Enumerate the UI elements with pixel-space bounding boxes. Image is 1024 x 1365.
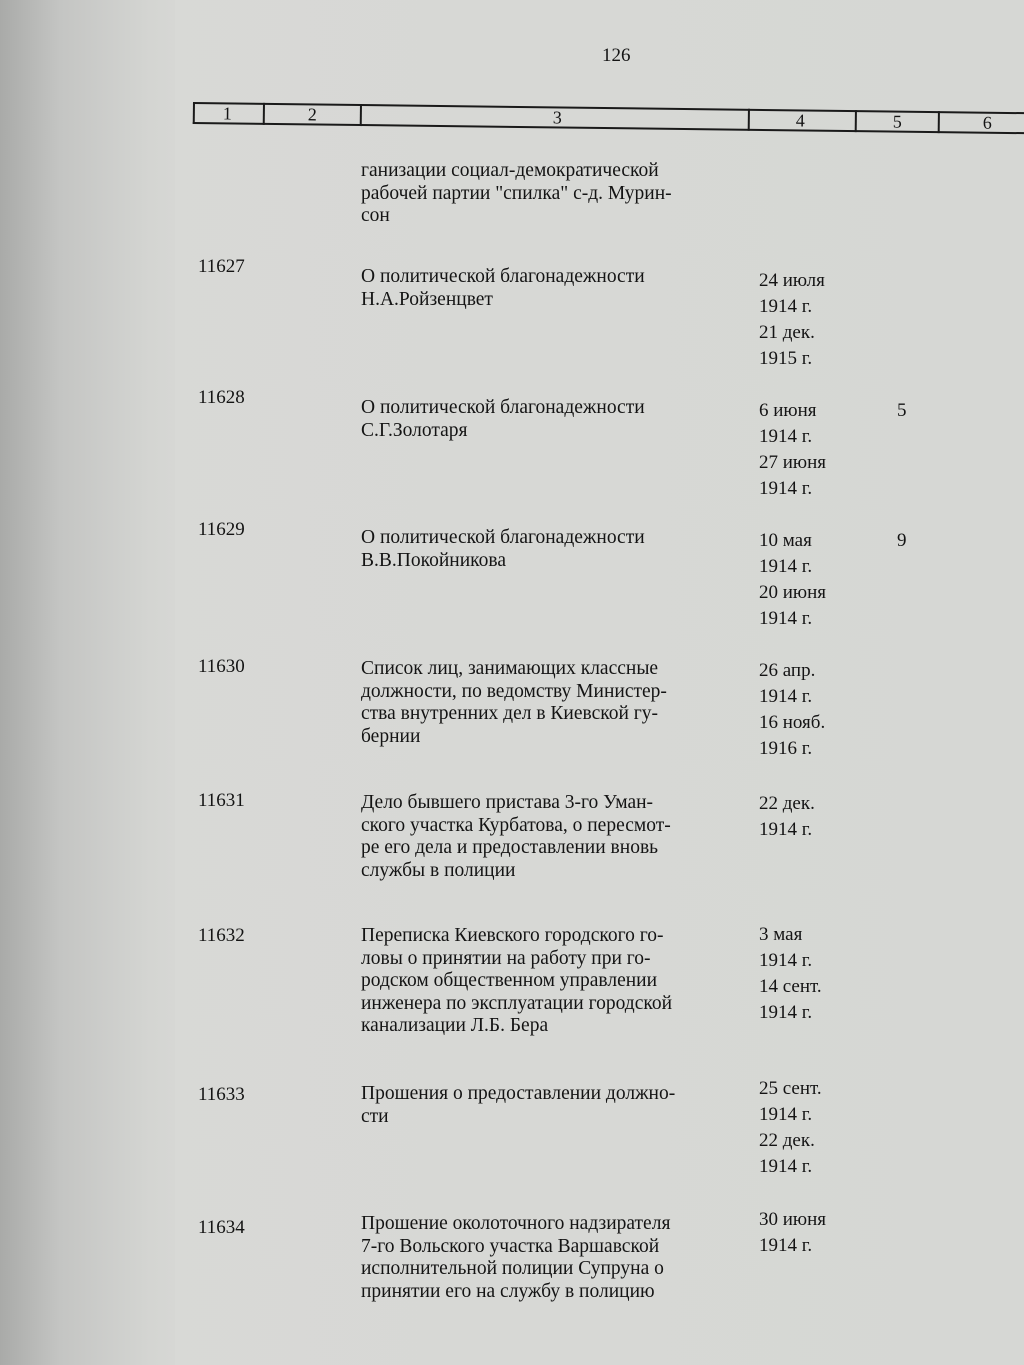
date-line: 1914 г. [759,1235,813,1256]
entry-title [361,1213,746,1303]
title-line: Список лиц, занимающих классные [361,658,659,679]
title-line: исполнительной полиции Супруна о [361,1258,664,1279]
entry-title [361,266,746,311]
entry-title [361,658,746,748]
title-line: ганизации социал-демократической [361,160,659,181]
date-line: 24 июля [759,270,825,291]
date-line: 10 мая [759,530,812,551]
entry-number: 11632 [198,925,245,946]
entry-number: 11630 [198,656,245,677]
column-header-4: 4 [795,110,805,131]
title-line: сти [361,1105,389,1127]
column-header-2: 2 [307,104,317,125]
title-line: Прошение околоточного надзирателя [361,1213,671,1234]
date-line: 22 дек. [759,793,815,814]
entry-title [361,527,746,572]
date-line: 1914 г. [759,1156,813,1177]
entry-title [361,160,746,228]
title-line: В.В.Покойникова [361,549,506,571]
date-line: 1914 г. [759,556,813,577]
title-line: С.Г.Золотаря [361,419,468,441]
title-line: О политической благонадежности [361,266,645,287]
date-line: 25 сент. [759,1078,822,1099]
title-line: О политической благонадежности [361,397,645,418]
date-line: 1914 г. [759,608,813,629]
entry-dates [759,791,815,843]
page-number: 126 [602,45,631,66]
title-line: инженера по эксплуатации городской [361,992,673,1014]
title-line: ства внутренних дел в Киевской гу- [361,703,659,724]
date-line: 1914 г. [759,426,813,447]
title-line: принятии его на службу в полицию [361,1280,655,1302]
entry-dates [759,398,826,502]
column-header-3: 3 [552,107,562,128]
date-line: 1915 г. [759,348,813,369]
date-line: 6 июня [759,400,817,421]
entry-number: 11631 [198,790,245,811]
date-line: 21 дек. [759,322,815,343]
title-line: службы в полиции [361,859,516,881]
title-line: Н.А.Ройзенцвет [361,288,493,310]
title-line: рабочей партии "спилка" с-д. Мурин- [361,182,672,204]
title-line: родском общественном управлении [361,970,658,991]
title-line: должности, по ведомству Министер- [361,680,667,702]
entry-dates [759,922,822,1026]
date-line: 26 апр. [759,660,816,681]
title-line: Прошения о предоставлении должно- [361,1083,676,1104]
date-line: 20 июня [759,582,827,603]
entry-dates [759,268,825,372]
entry-number: 11628 [198,387,245,408]
column-header-1: 1 [222,103,232,124]
date-line: 30 июня [759,1209,827,1230]
title-line: 7-го Вольского участка Варшавской [361,1235,660,1257]
date-line: 3 мая [759,924,803,945]
entry-dates [759,1207,826,1259]
title-line: Дело бывшего пристава 3-го Уман- [361,792,654,813]
entry-number: 11634 [198,1217,245,1238]
entry-dates [759,528,826,632]
entry-title [361,925,746,1038]
date-line: 1916 г. [759,738,813,759]
entry-title [361,1083,746,1128]
title-line: канализации Л.Б. Бера [361,1015,549,1036]
date-line: 14 сент. [759,976,822,997]
date-line: 1914 г. [759,819,813,840]
title-line: Переписка Киевского городского го- [361,925,664,946]
entry-dates [759,1076,822,1180]
title-line: ского участка Курбатова, о пересмот- [361,814,671,836]
title-line: ловы о принятии на работу при го- [361,947,651,969]
entry-sheet-count: 9 [897,530,907,551]
date-line: 16 нояб. [759,712,826,733]
entry-title [361,397,746,442]
entry-number: 11627 [198,256,245,277]
entry-dates [759,658,825,762]
date-line: 1914 г. [759,478,813,499]
date-line: 27 июня [759,452,827,473]
title-line: О политической благонадежности [361,527,645,548]
date-line: 1914 г. [759,950,813,971]
title-line: сон [361,205,390,226]
entry-title [361,792,746,882]
date-line: 1914 г. [759,296,813,317]
entry-number: 11633 [198,1084,245,1105]
column-header-6: 6 [982,112,992,133]
title-line: бернии [361,725,421,747]
date-line: 1914 г. [759,686,813,707]
column-header-5: 5 [892,111,902,132]
date-line: 22 дек. [759,1130,815,1151]
entry-sheet-count: 5 [897,400,907,421]
date-line: 1914 г. [759,1002,813,1023]
date-line: 1914 г. [759,1104,813,1125]
entry-number: 11629 [198,519,245,540]
title-line: ре его дела и предоставлении вновь [361,837,659,858]
